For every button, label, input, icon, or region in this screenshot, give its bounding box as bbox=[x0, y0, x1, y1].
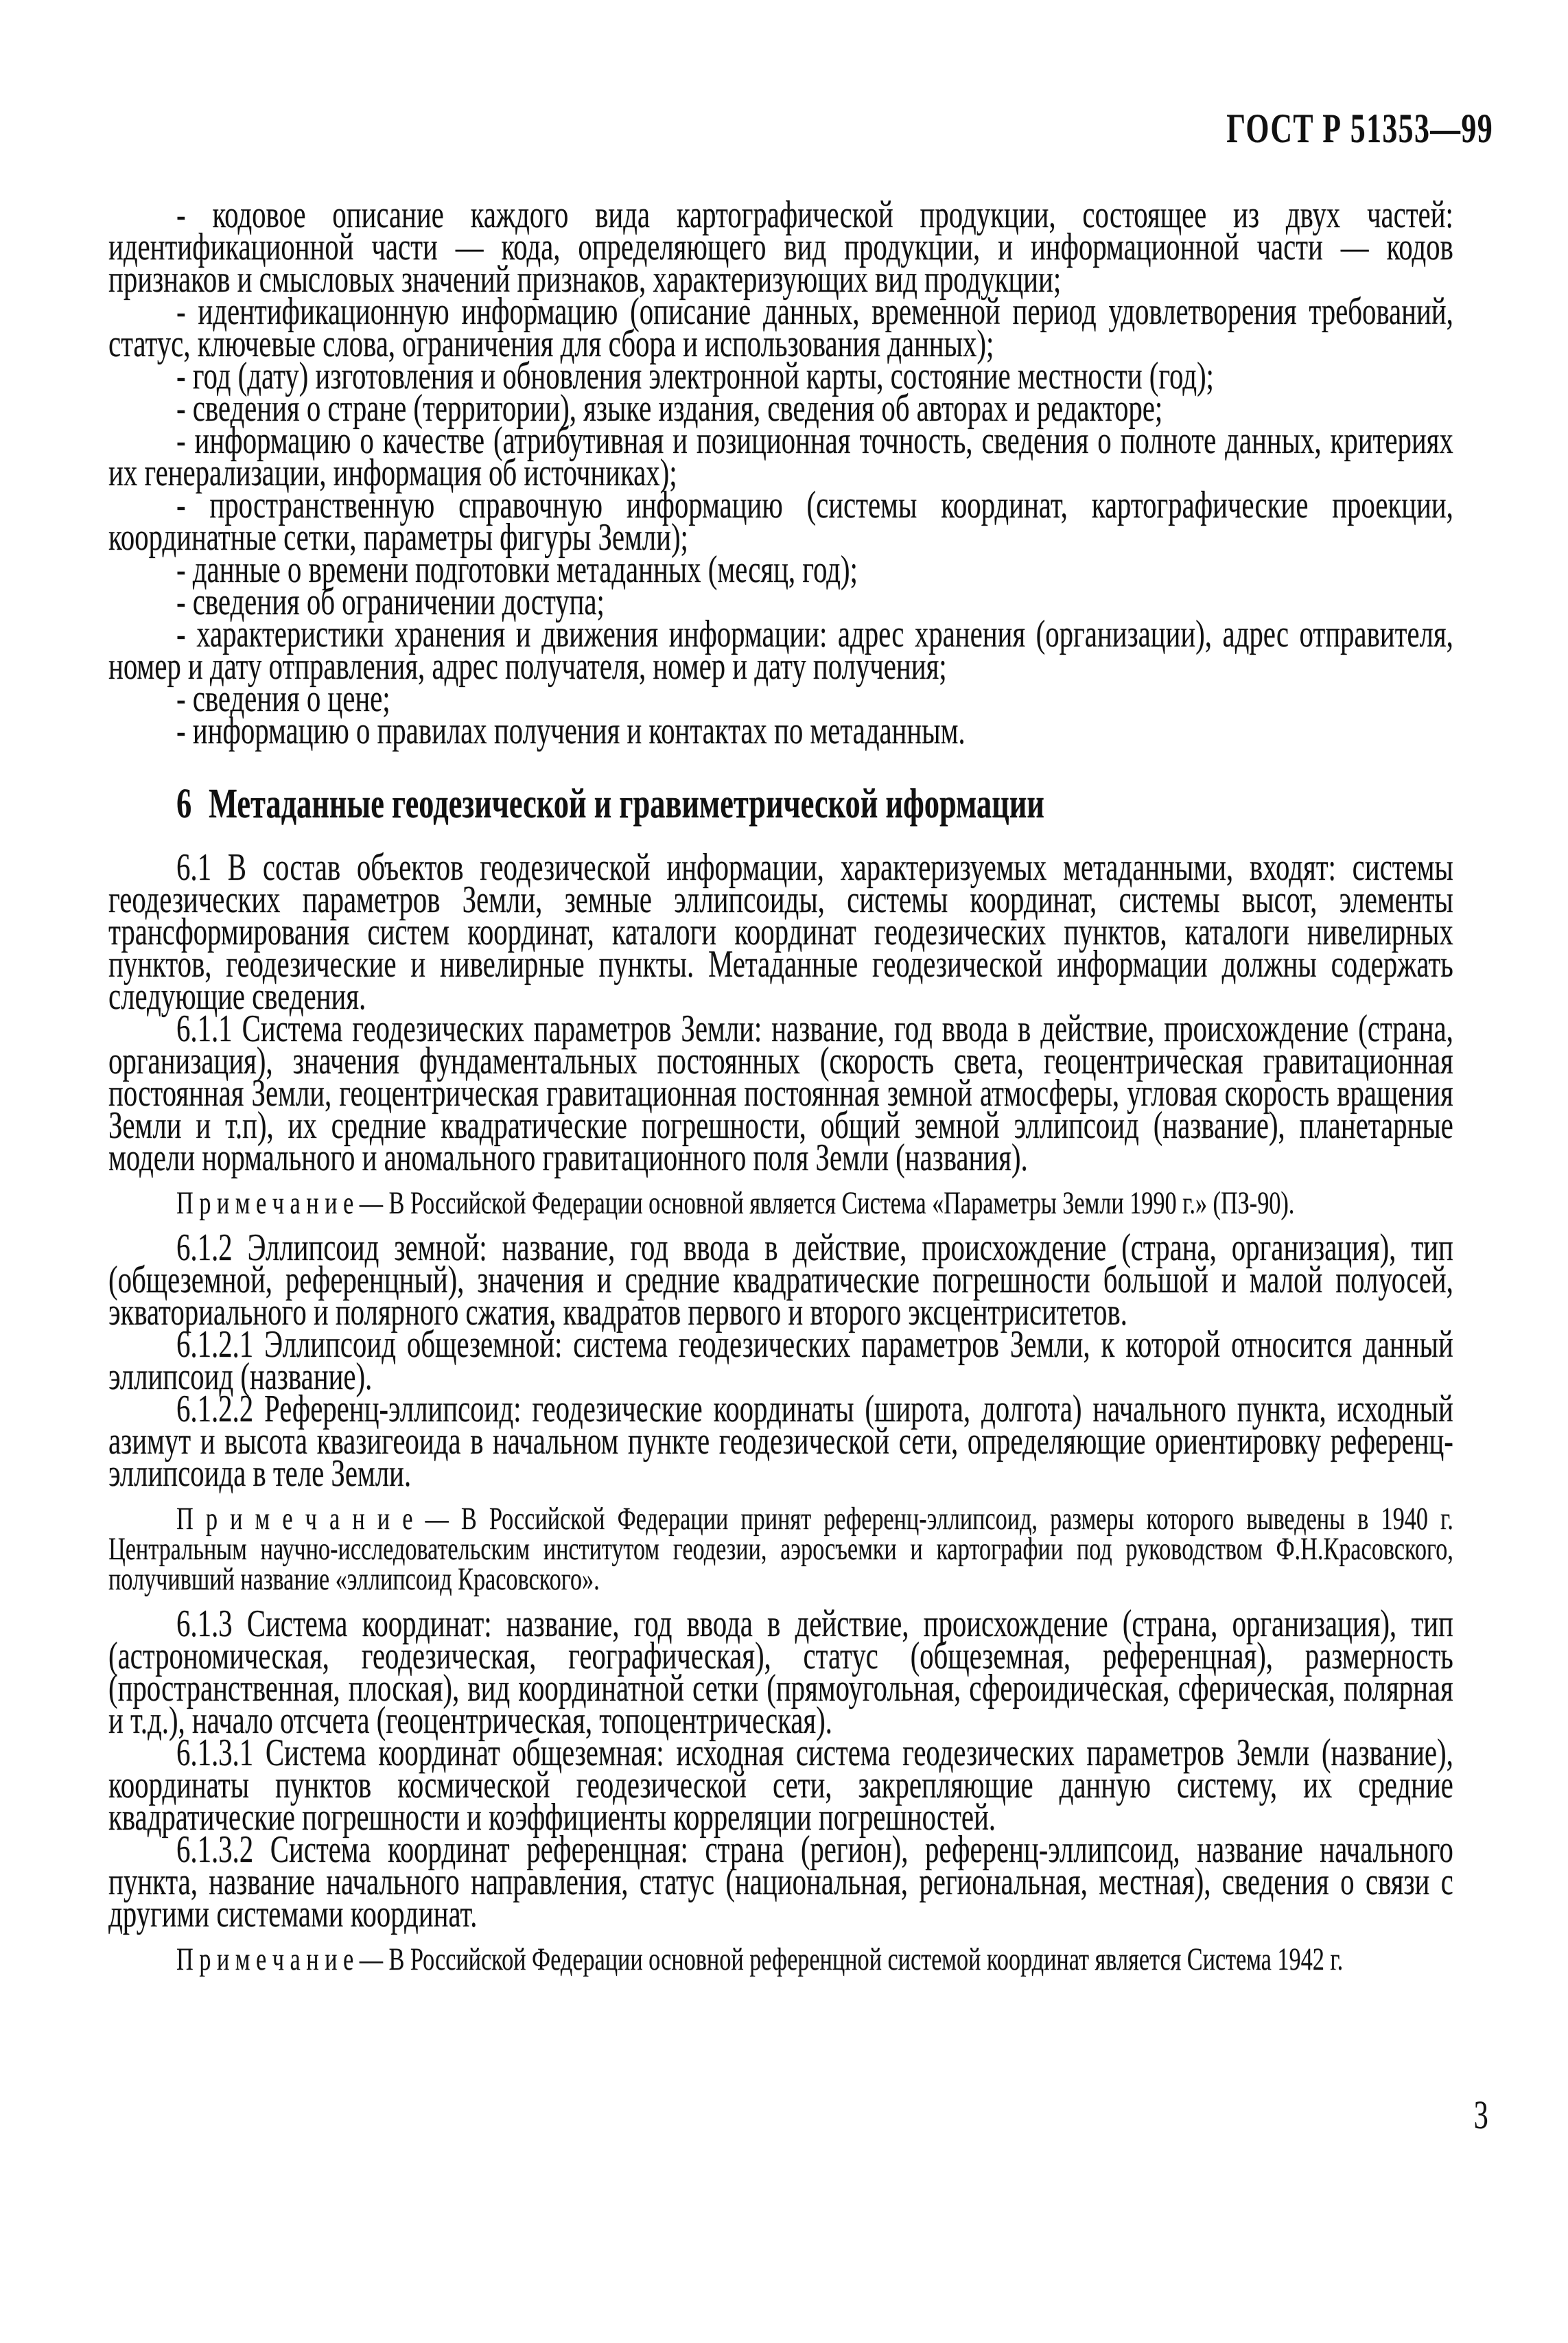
list-item: - информацию о правилах получения и контактах по метаданным. bbox=[176, 710, 966, 752]
clause-6-1-3-2: 6.1.3.2 Система координат референцная: страна (регион), референц-эллипсоид, название начального пункта, название начального направления, статус (национальная, региональная, местная), сведения о связи с другими системами координат. bbox=[108, 1828, 1453, 1935]
page-text-layer bbox=[108, 0, 1494, 2343]
clause-6-1-1: 6.1.1 Система геодезических параметров Земли: название, год ввода в действие, происхождение (страна, организация), значения фундаментальных постоянных (скорость света, геоцентрическая гравитационная постоянная Земли, геоцентрическая гравитационная постоянная земной атмосферы, угловая скорость вращения Земли и т.п), их средние квадратические погрешности, общий земной эллипсоид (название), планетарные модели нормального и аномального гравитационного поля Земли (названия). bbox=[108, 1007, 1453, 1179]
list-item: - характеристики хранения и движения информации: адрес хранения (организации), адрес отправителя, номер и дату отправления, адрес получателя, номер и дату получения; bbox=[108, 613, 1453, 688]
clause-6-1: 6.1 В состав объектов геодезической информации, характеризуемых метаданными, входят: системы геодезических параметров Земли, земные эллипсоиды, системы координат, системы высот, элементы трансформирования систем координат, каталоги координат геодезических пунктов, каталоги нивелирных пунктов, геодезические и нивелирные пункты. Метаданные геодезической информации должны содержать следующие сведения. bbox=[108, 846, 1453, 1018]
clause-6-1-3: 6.1.3 Система координат: название, год ввода в действие, происхождение (страна, организация), тип (астрономическая, геодезическая, географическая), статус (общеземная, референцная), размерность (пространственная, плоская), вид координатной сетки (прямоугольная, сфероидическая, сферическая, полярная и т.д.), начало отсчета (геоцентрическая, топоцентрическая). bbox=[108, 1602, 1453, 1742]
list-item: - сведения о стране (территории), языке издания, сведения об авторах и редакторе; bbox=[176, 387, 1163, 430]
note-pz-90: П р и м е ч а н и е — В Российской Федерации основной является Система «Параметры Земли 1990 г.» (ПЗ-90). bbox=[176, 1185, 1295, 1221]
document-body bbox=[108, 194, 1453, 1977]
list-item: - сведения об ограничении доступа; bbox=[176, 581, 605, 623]
note-krasovsky-ellipsoid: П р и м е ч а н и е — В Российской Федерации принят референц-эллипсоид, размеры которого выведены в 1940 г. Центральным научно-исследовательским институтом геодезии, аэросъемки и картографии под руководством Ф.Н.Красовского, получивший название «эллипсоид Красовского». bbox=[108, 1501, 1453, 1597]
clause-6-1-2-2: 6.1.2.2 Референц-эллипсоид: геодезические координаты (широта, долгота) начального пункта, исходный азимут и высота квазигеоида в начальном пункте геодезической сети, определяющие ориентировку референц-эллипсоида в теле Земли. bbox=[108, 1388, 1453, 1495]
clause-6-1-2: 6.1.2 Эллипсоид земной: название, год ввода в действие, происхождение (страна, организация), тип (общеземной, референцный), значения и средние квадратические погрешности большой и малой полуосей, экваториального и полярного сжатия, квадратов первого и второго эксцентриситетов. bbox=[108, 1226, 1453, 1333]
clause-6-1-2-1: 6.1.2.1 Эллипсоид общеземной: система геодезических параметров Земли, к которой относится данный эллипсоид (название). bbox=[108, 1323, 1453, 1398]
clause-6-1-3-1: 6.1.3.1 Система координат общеземная: исходная система геодезических параметров Земли (название), координаты пунктов космической геодезической сети, закрепляющие данную систему, их средние квадратические погрешности и коэффициенты корреляции погрешностей. bbox=[108, 1732, 1453, 1839]
list-item: - информацию о качестве (атрибутивная и позиционная точность, сведения о полноте данных, критериях их генерализации, информация об источниках); bbox=[108, 419, 1453, 494]
list-item: - данные о времени подготовки метаданных (месяц, год); bbox=[176, 548, 858, 591]
section-number: 6 bbox=[176, 781, 192, 827]
document-code-header: ГОСТ Р 51353—99 bbox=[1226, 106, 1494, 151]
list-item: - идентификационную информацию (описание данных, временной период удовлетворения требований, статус, ключевые слова, ограничения для сбора и использования данных); bbox=[108, 290, 1453, 365]
list-item: - сведения о цене; bbox=[176, 677, 390, 720]
list-item: - год (дату) изготовления и обновления электронной карты, состояние местности (год); bbox=[176, 355, 1214, 397]
section-6-heading bbox=[108, 782, 1453, 827]
list-item: - кодовое описание каждого вида картографической продукции, состоящее из двух частей: идентификационной части — кода, определяющего вид продукции, и информационной части — кодов признаков и смысловых значений признаков, характеризующих вид продукции; bbox=[108, 194, 1453, 301]
note-system-1942: П р и м е ч а н и е — В Российской Федерации основной референцной системой координат является Система 1942 г. bbox=[176, 1942, 1344, 1977]
section-title: Метаданные геодезической и гравиметрической иформации bbox=[208, 781, 1044, 827]
list-item: - пространственную справочную информацию (системы координат, картографические проекции, координатные сетки, параметры фигуры Земли); bbox=[108, 484, 1453, 559]
page-number: 3 bbox=[1473, 2093, 1488, 2137]
